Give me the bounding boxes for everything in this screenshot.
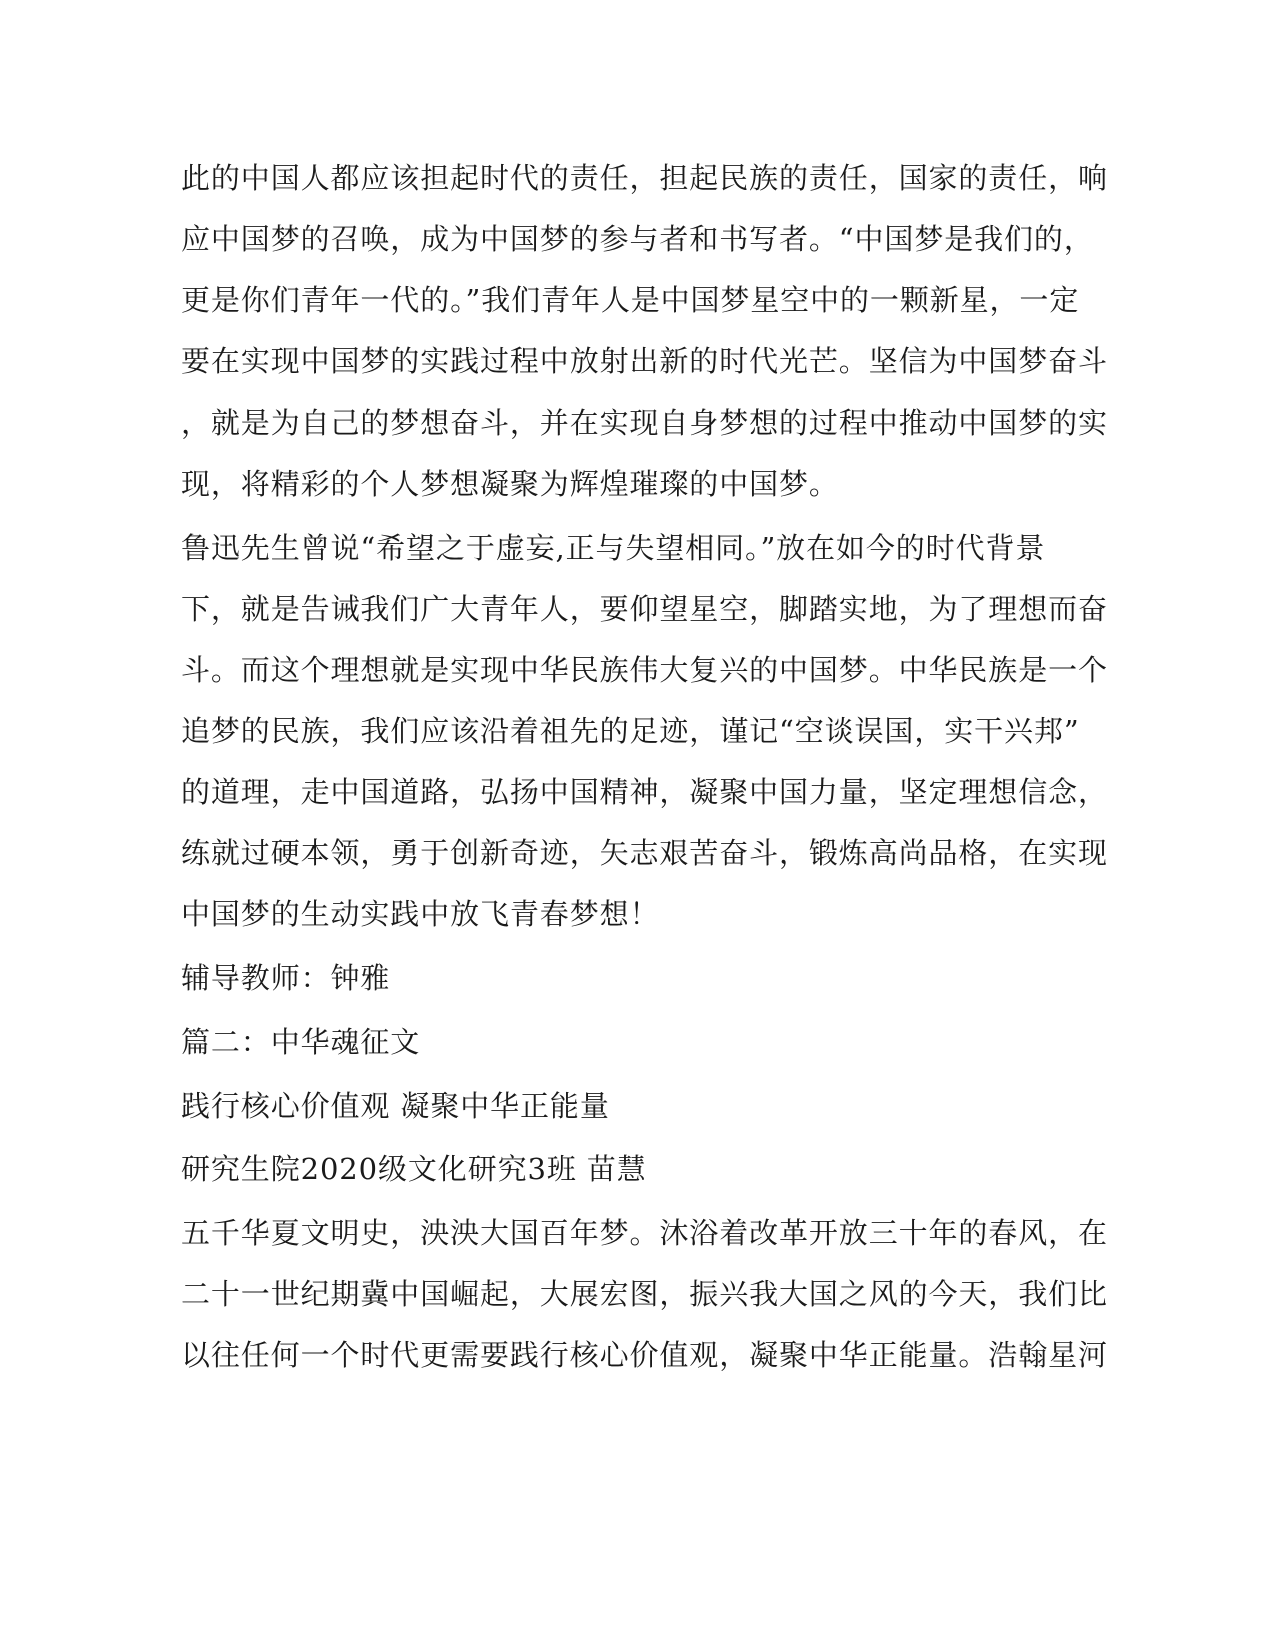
- advisor-line: 辅导教师：钟雅: [181, 961, 391, 995]
- text-line: 现，将精彩的个人梦想凝聚为辉煌璀璨的中国梦。: [181, 467, 839, 501]
- essay-title: 践行核心价值观 凝聚中华正能量: [181, 1089, 610, 1123]
- text-line: 更是你们青年一代的。”我们青年人是中国梦星空中的一颗新星，一定: [181, 283, 1080, 317]
- text-line: 应中国梦的召唤，成为中国梦的参与者和书写者。“中国梦是我们的，: [181, 222, 1094, 256]
- text-line: 练就过硬本领，勇于创新奇迹，矢志艰苦奋斗，锻炼高尚品格，在实现: [181, 836, 1108, 870]
- text-line: 追梦的民族，我们应该沿着祖先的足迹，谨记“空谈误国，实干兴邦”: [181, 714, 1080, 748]
- text-line: 下，就是告诫我们广大青年人，要仰望星空，脚踏实地，为了理想而奋: [181, 592, 1108, 626]
- text-line: 要在实现中国梦的实践过程中放射出新的时代光芒。坚信为中国梦奋斗: [181, 344, 1108, 378]
- text-line: 斗。而这个理想就是实现中华民族伟大复兴的中国梦。中华民族是一个: [181, 653, 1108, 687]
- text-line: 二十一世纪期冀中国崛起，大展宏图，振兴我大国之风的今天，我们比: [181, 1277, 1108, 1311]
- paragraph-start-line: 五千华夏文明史，泱泱大国百年梦。沐浴着改革开放三十年的春风，在: [181, 1216, 1108, 1250]
- text-line: 中国梦的生动实践中放飞青春梦想！: [181, 897, 660, 931]
- text-line: 此的中国人都应该担起时代的责任，担起民族的责任，国家的责任，响: [181, 161, 1108, 195]
- section-heading: 篇二：中华魂征文: [181, 1025, 421, 1059]
- author-line: 研究生院2020级文化研究3班 苗慧: [181, 1152, 647, 1186]
- text-line: 的道理，走中国道路，弘扬中国精神，凝聚中国力量，坚定理想信念，: [181, 775, 1108, 809]
- paragraph-start-line: 鲁迅先生曾说“希望之于虚妄,正与失望相同。”放在如今的时代背景: [181, 531, 1046, 565]
- text-line: 以往任何一个时代更需要践行核心价值观，凝聚中华正能量。浩翰星河: [181, 1338, 1108, 1372]
- text-line: ，就是为自己的梦想奋斗，并在实现自身梦想的过程中推动中国梦的实: [181, 406, 1108, 440]
